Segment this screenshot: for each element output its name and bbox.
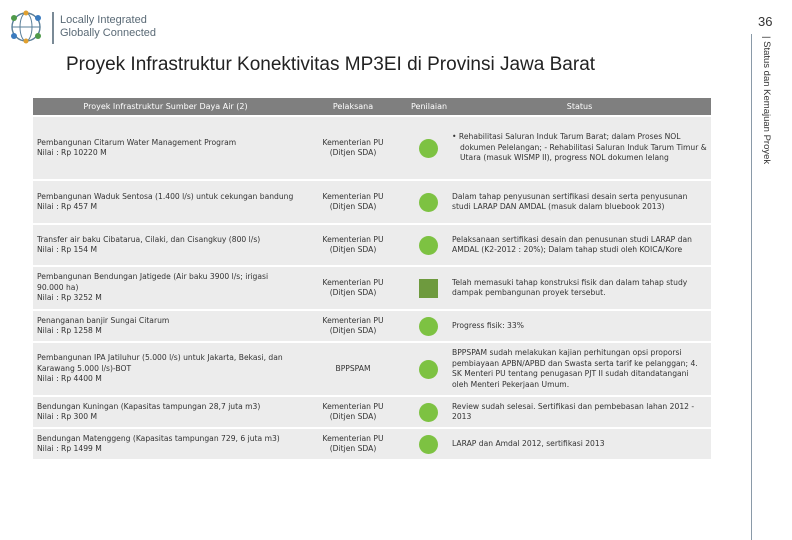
executor-cell [298, 429, 408, 459]
status-cell [448, 429, 711, 459]
executor-text: Kementerian PU [322, 315, 384, 325]
project-value: Nilai : Rp 1499 M [37, 444, 102, 453]
project-value: Nilai : Rp 3252 M [37, 293, 102, 303]
executor-text: (Ditjen SDA) [329, 202, 377, 211]
project-name: Pembangunan Waduk Sentosa (1.400 l/s) untuk cekungan bandung [37, 191, 294, 201]
project-name: Pembangunan IPA Jatiluhur (5.000 l/s) untuk Jakarta, Bekasi, dan Karawang 5.000 l/s)-BOT [37, 353, 283, 373]
score-cell [408, 311, 448, 341]
page-title: Proyek Infrastruktur Konektivitas MP3EI di Provinsi Jawa Barat [66, 54, 596, 75]
executor-cell [298, 343, 408, 395]
table-row [33, 267, 711, 309]
project-table [33, 96, 711, 461]
executor-text: (Ditjen SDA) [329, 148, 377, 157]
status-cell [448, 225, 711, 265]
status-text: Dalam tahap penyusunan sertifikasi desain serta penyusunan studi LARAP DAN AMDAL (masuk dalam bluebook 2013) [452, 191, 688, 211]
score-cell [408, 429, 448, 459]
status-text: • Rehabilitasi Saluran Induk Tarum Barat; dalam Proses NOL dokumen Pelelangan; - Rehabilitasi Saluran Induk Tarum Timur & Utara (masuk WISMP II), progress NOL dokumen lelang [452, 132, 707, 163]
side-label-text: | Status dan Kemajuan Proyek [761, 36, 772, 165]
table-row [33, 181, 711, 223]
status-cell [448, 343, 711, 395]
status-text: LARAP dan Amdal 2012, sertifikasi 2013 [452, 438, 605, 448]
page-number: 36 [758, 14, 773, 29]
score-cell [408, 225, 448, 265]
logo-line-1: Locally Integrated [60, 14, 147, 26]
project-cell [33, 181, 298, 223]
score-cell [408, 117, 448, 179]
project-cell [33, 267, 298, 309]
score-circle-indicator [419, 139, 438, 158]
side-divider [751, 34, 752, 540]
status-text: Telah memasuki tahap konstruksi fisik dan dalam tahap study dampak pembangunan proyek tersebut. [452, 277, 688, 297]
column-header-project: Proyek Infrastruktur Sumber Daya Air (2) [33, 98, 298, 115]
logo [8, 8, 168, 46]
column-header-status: Status [448, 98, 711, 115]
table-body [33, 117, 711, 459]
status-text: BPPSPAM sudah melakukan kajian perhitungan opsi proporsi pembiayaan APBN/APBD dan Swasta serta tarif ke pelanggan; 4. SK Menteri PU tentang penugasan PJT II sudah ditandatangani oleh Menteri Pekerjaan Umum. [452, 348, 698, 389]
project-cell [33, 117, 298, 179]
score-circle-indicator [419, 317, 438, 336]
project-name: Bendungan Matenggeng (Kapasitas tampungan 729, 6 juta m3) [37, 433, 280, 443]
score-square-indicator [419, 279, 438, 298]
executor-text: (Ditjen SDA) [329, 245, 377, 254]
executor-text: Kementerian PU [322, 191, 384, 201]
executor-text: (Ditjen SDA) [329, 326, 377, 335]
score-cell [408, 343, 448, 395]
table-header-row [33, 98, 711, 115]
executor-text: BPPSPAM [335, 363, 371, 373]
project-value: Nilai : Rp 154 M [37, 245, 98, 254]
project-cell [33, 397, 298, 427]
column-header-score: Penilaian [408, 98, 448, 115]
executor-cell [298, 397, 408, 427]
project-value: Nilai : Rp 10220 M [37, 148, 107, 157]
logo-divider [52, 12, 54, 44]
project-name: Pembangunan Citarum Water Management Program [37, 137, 237, 147]
executor-cell [298, 267, 408, 309]
executor-text: Kementerian PU [322, 401, 384, 411]
executor-cell [298, 181, 408, 223]
status-cell [448, 397, 711, 427]
column-header-executor: Pelaksana [298, 98, 408, 115]
logo-text [60, 14, 156, 40]
executor-cell [298, 311, 408, 341]
executor-cell [298, 117, 408, 179]
logo-line-2: Globally Connected [60, 27, 157, 39]
score-cell [408, 267, 448, 309]
project-value: Nilai : Rp 4400 M [37, 374, 102, 384]
globe-network-icon [8, 10, 44, 44]
project-cell [33, 343, 298, 395]
table-row [33, 397, 711, 427]
score-cell [408, 181, 448, 223]
table-row [33, 343, 711, 395]
executor-text: (Ditjen SDA) [329, 288, 377, 297]
score-circle-indicator [419, 360, 438, 379]
table-row [33, 117, 711, 179]
project-name: Bendungan Kuningan (Kapasitas tampungan 28,7 juta m3) [37, 401, 261, 411]
executor-text: (Ditjen SDA) [329, 412, 377, 421]
executor-text: Kementerian PU [322, 433, 384, 443]
status-cell [448, 267, 711, 309]
status-text: Progress fisik: 33% [452, 320, 524, 330]
status-cell [448, 181, 711, 223]
executor-text: Kementerian PU [322, 234, 384, 244]
status-text: Pelaksanaan sertifikasi desain dan penusunan studi LARAP dan AMDAL (K2-2012 : 20%); Dalam tahap studi oleh KOICA/Kore [452, 234, 692, 254]
project-name: Transfer air baku Cibatarua, Cilaki, dan Cisangkuy (800 l/s) [37, 234, 261, 244]
table-row [33, 225, 711, 265]
executor-text: Kementerian PU [322, 137, 384, 147]
project-value: Nilai : Rp 1258 M [37, 326, 102, 335]
score-circle-indicator [419, 236, 438, 255]
executor-text: Kementerian PU [322, 277, 384, 287]
status-text: Review sudah selesai. Sertifikasi dan pembebasan lahan 2012 - 2013 [452, 401, 695, 421]
project-cell [33, 225, 298, 265]
status-cell [448, 117, 711, 179]
project-value: Nilai : Rp 300 M [37, 412, 98, 421]
score-cell [408, 397, 448, 427]
executor-cell [298, 225, 408, 265]
score-circle-indicator [419, 193, 438, 212]
score-circle-indicator [419, 435, 438, 454]
score-circle-indicator [419, 403, 438, 422]
project-name: Pembangunan Bendungan Jatigede (Air baku 3900 l/s; irigasi 90.000 ha) [37, 272, 269, 292]
project-value: Nilai : Rp 457 M [37, 202, 98, 211]
side-label [760, 36, 774, 184]
table-row [33, 429, 711, 459]
table-row [33, 311, 711, 341]
project-cell [33, 429, 298, 459]
status-cell [448, 311, 711, 341]
project-name: Penanganan banjir Sungai Citarum [37, 315, 170, 325]
project-cell [33, 311, 298, 341]
executor-text: (Ditjen SDA) [329, 444, 377, 453]
